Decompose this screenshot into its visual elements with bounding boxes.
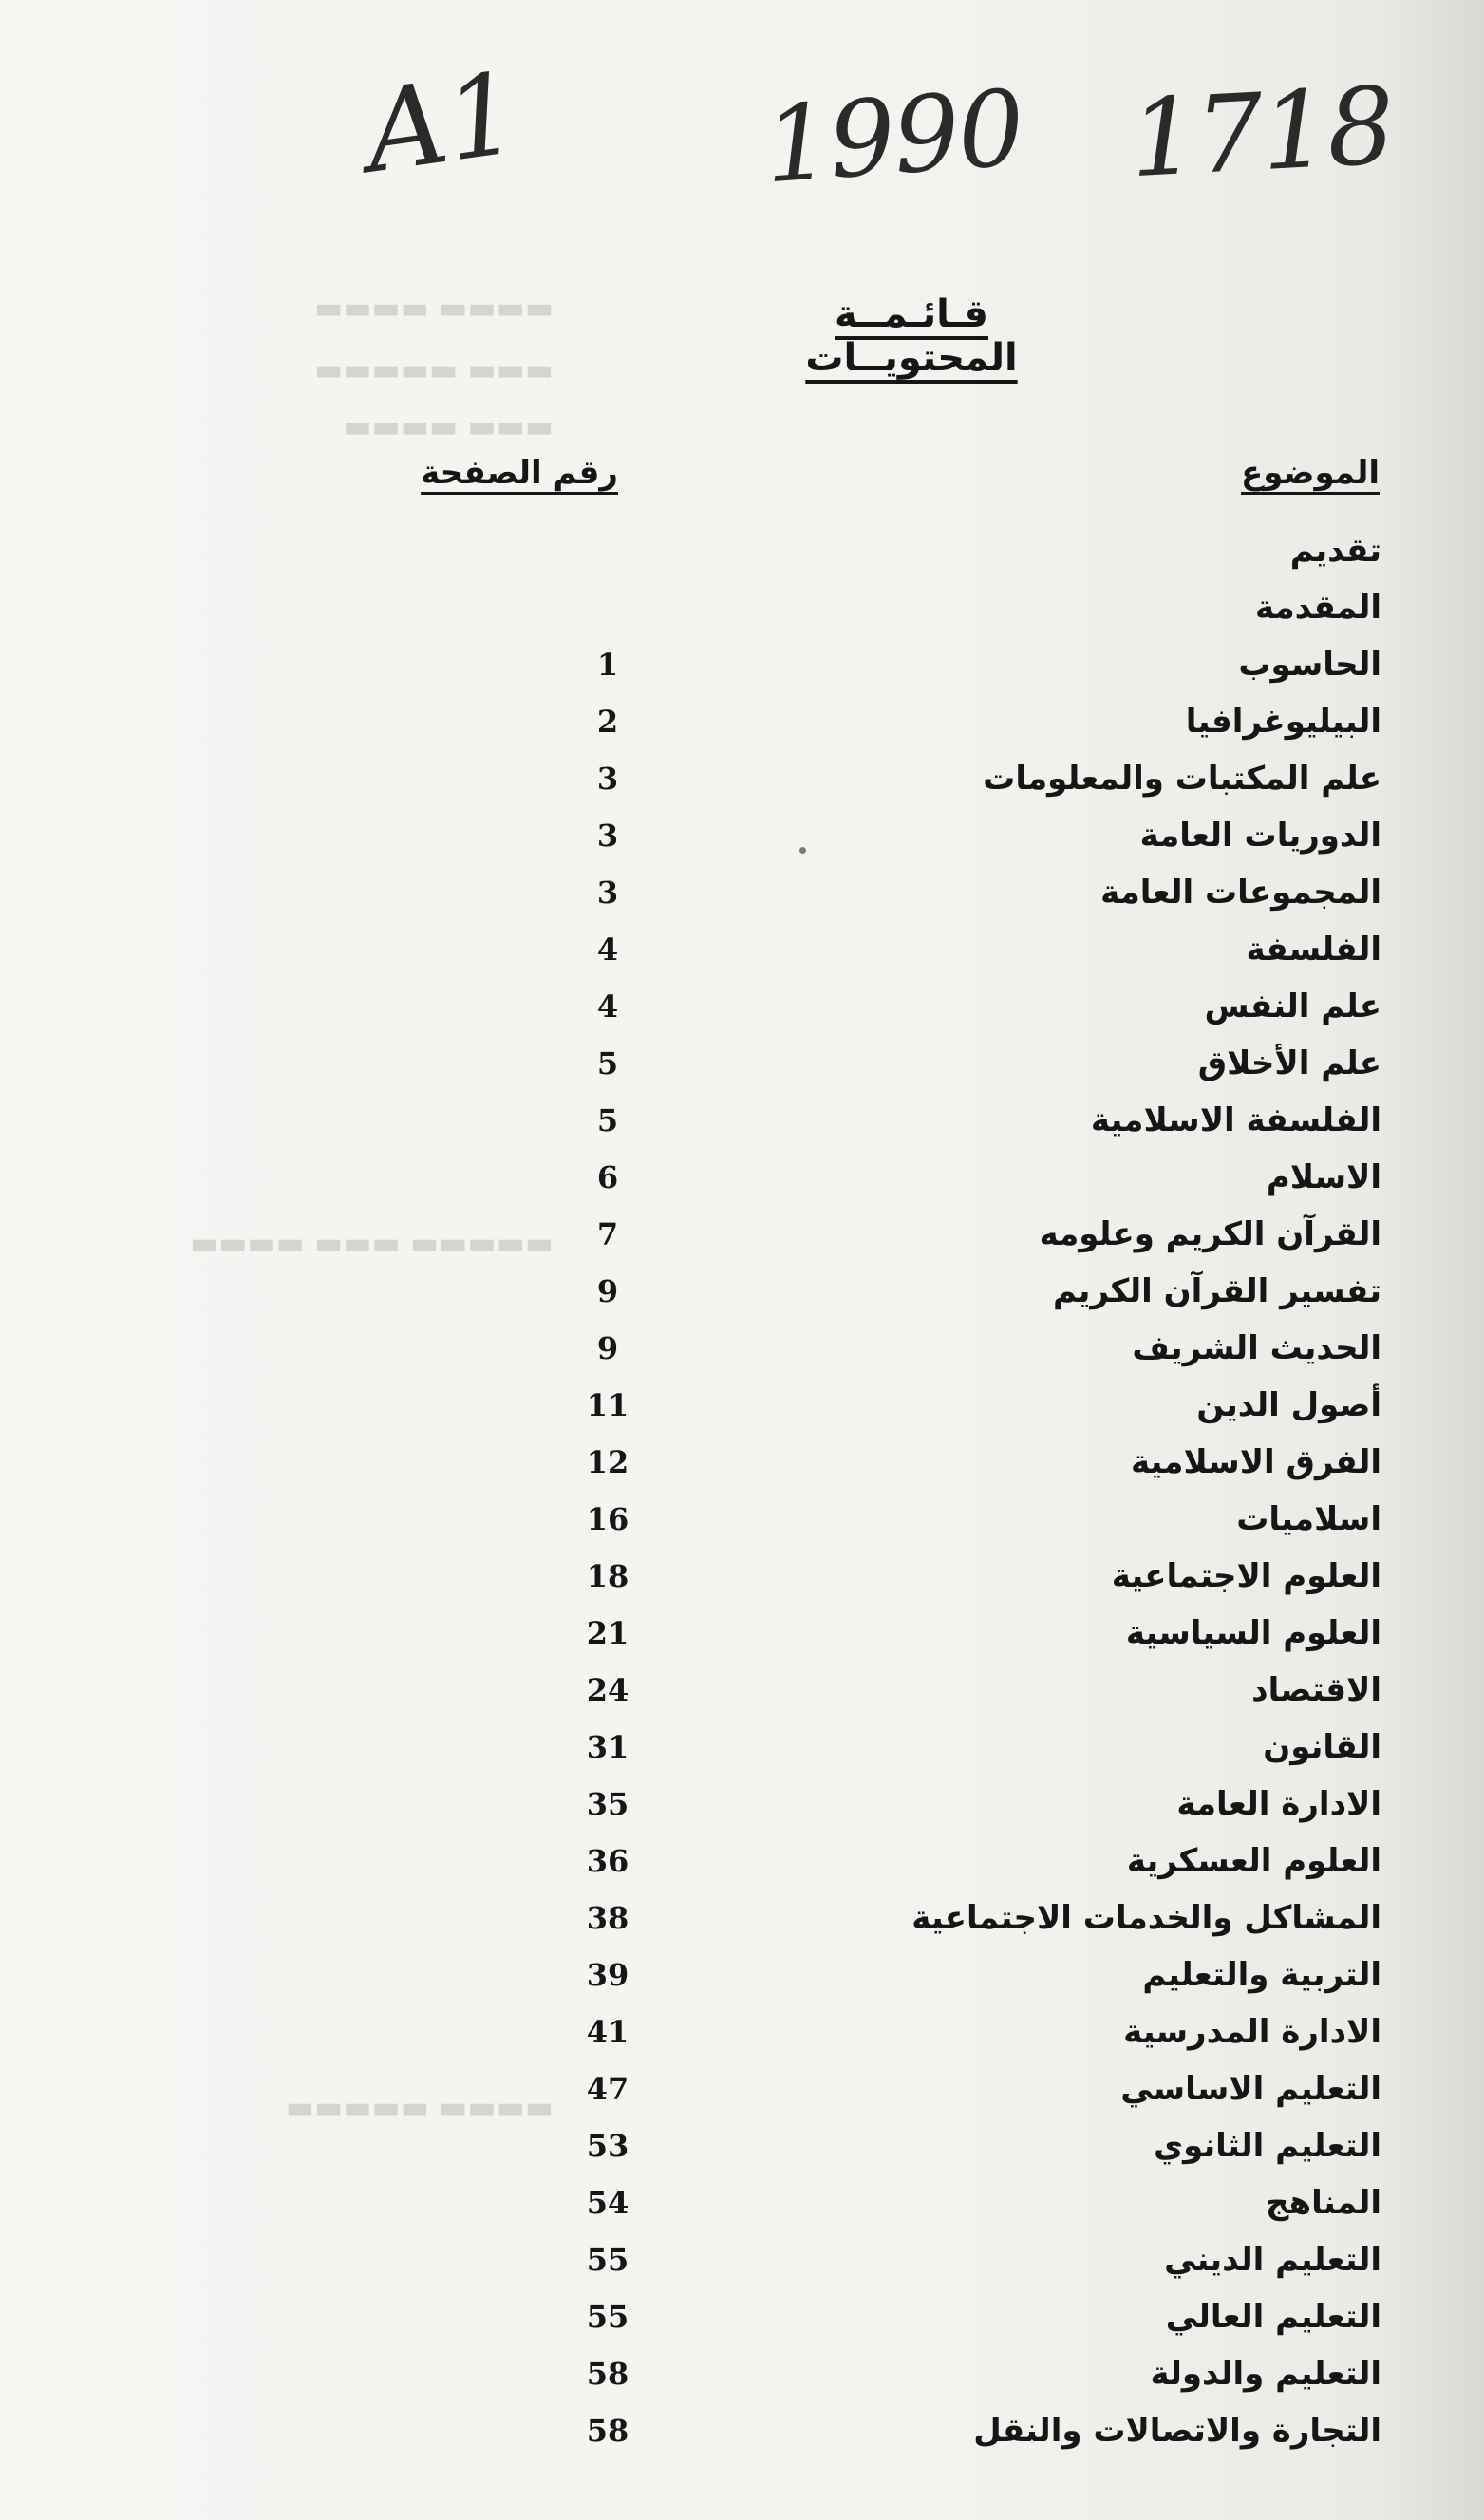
toc-row xyxy=(0,693,1484,750)
toc-row xyxy=(0,1434,1484,1491)
toc-topic: التربية والتعليم xyxy=(1142,1956,1381,1994)
toc-topic: العلوم العسكرية xyxy=(1126,1842,1381,1880)
toc-row xyxy=(0,1548,1484,1605)
toc-topic: الفلسفة الاسلامية xyxy=(1090,1101,1381,1139)
toc-topic: التعليم العالي xyxy=(1165,2298,1381,2336)
toc-topic: العلوم السياسية xyxy=(1125,1614,1381,1652)
toc-row xyxy=(0,1092,1484,1149)
toc-page-number: 7 xyxy=(596,1216,619,1252)
toc-row xyxy=(0,1149,1484,1206)
toc-page-number: 1 xyxy=(596,647,619,683)
toc-page-number: 3 xyxy=(596,818,619,854)
toc-topic: التعليم الثانوي xyxy=(1153,2127,1381,2165)
toc-row xyxy=(0,2060,1484,2117)
toc-row xyxy=(0,864,1484,921)
show-through-text: ▬▬▬▬ ▬▬▬▬▬ xyxy=(285,2089,554,2125)
toc-page-number: 5 xyxy=(596,1102,619,1138)
toc-row xyxy=(0,921,1484,978)
toc-row xyxy=(0,2288,1484,2345)
toc-row xyxy=(0,2231,1484,2288)
toc-topic: الاسلام xyxy=(1266,1158,1381,1196)
toc-topic: الفلسفة xyxy=(1246,931,1381,969)
toc-topic: علم المكتبات والمعلومات xyxy=(983,760,1381,798)
toc-row xyxy=(0,1833,1484,1890)
toc-page-number: 5 xyxy=(596,1045,619,1081)
toc-row xyxy=(0,1890,1484,1946)
toc-topic: الدوريات العامة xyxy=(1139,817,1381,855)
toc-page-number: 3 xyxy=(596,874,619,911)
toc-row xyxy=(0,2345,1484,2402)
toc-page-number: 6 xyxy=(596,1159,619,1195)
toc-page-number: 41 xyxy=(586,2014,629,2050)
toc-page-number: 47 xyxy=(586,2071,629,2107)
toc-row xyxy=(0,978,1484,1035)
show-through-text: ▬▬▬▬▬ ▬▬▬ ▬▬▬▬ xyxy=(189,1225,554,1261)
toc-row xyxy=(0,1946,1484,2003)
toc-page-number: 55 xyxy=(586,2242,629,2278)
toc-topic: المشاكل والخدمات الاجتماعية xyxy=(911,1899,1381,1937)
toc-topic: التعليم الاساسي xyxy=(1120,2070,1381,2108)
toc-row xyxy=(0,1035,1484,1092)
toc-topic: اسلاميات xyxy=(1236,1500,1381,1538)
toc-row xyxy=(0,636,1484,693)
toc-row xyxy=(0,522,1484,579)
toc-page-number: 58 xyxy=(586,2356,629,2392)
toc-topic: المجموعات العامة xyxy=(1100,874,1381,912)
topic-column-header: الموضوع xyxy=(1241,454,1380,492)
toc-page-number: 12 xyxy=(586,1444,629,1480)
toc-row xyxy=(0,1377,1484,1434)
page-column-header: رقم الصفحة xyxy=(421,454,618,492)
toc-page-number: 18 xyxy=(586,1558,629,1594)
toc-row xyxy=(0,2174,1484,2231)
toc-row xyxy=(0,2402,1484,2459)
toc-page-number: 9 xyxy=(596,1330,619,1366)
toc-page-number: 36 xyxy=(586,1843,629,1879)
toc-topic: الفرق الاسلامية xyxy=(1130,1443,1381,1481)
toc-page-number: 11 xyxy=(586,1387,629,1423)
toc-page-number: 3 xyxy=(596,761,619,797)
toc-row xyxy=(0,1491,1484,1548)
page-title: قـائـمــة المحتويــات xyxy=(805,292,1018,380)
toc-topic: العلوم الاجتماعية xyxy=(1111,1557,1381,1595)
toc-page-number: 24 xyxy=(586,1672,629,1708)
toc-topic: الادارة العامة xyxy=(1176,1785,1381,1823)
toc-topic: أصول الدين xyxy=(1196,1386,1381,1424)
toc-topic: الحاسوب xyxy=(1238,646,1381,684)
handwritten-code: A1 xyxy=(357,47,527,198)
toc-page-number: 54 xyxy=(586,2185,629,2221)
toc-page-number: 21 xyxy=(586,1615,629,1651)
toc-topic: القانون xyxy=(1263,1728,1381,1766)
toc-row xyxy=(0,1776,1484,1833)
handwritten-year: 1990 xyxy=(760,66,1027,207)
toc-row xyxy=(0,1263,1484,1320)
toc-row xyxy=(0,1719,1484,1776)
toc-topic: علم النفس xyxy=(1204,987,1381,1025)
show-through-text: ▬▬▬ ▬▬▬▬ xyxy=(343,408,554,444)
toc-topic: تقديم xyxy=(1289,532,1381,570)
toc-row xyxy=(0,1662,1484,1719)
toc-page-number: 4 xyxy=(596,931,619,968)
table-of-contents xyxy=(0,522,1484,2459)
handwritten-number: 1718 xyxy=(1126,64,1397,202)
toc-topic: الحديث الشريف xyxy=(1132,1329,1381,1367)
toc-row xyxy=(0,2003,1484,2060)
toc-row xyxy=(0,1605,1484,1662)
toc-page-number: 4 xyxy=(596,988,619,1025)
ink-speck xyxy=(799,847,806,854)
toc-page-number: 2 xyxy=(596,704,619,740)
show-through-text: ▬▬▬ ▬▬▬▬▬ xyxy=(313,351,554,387)
toc-page-number: 9 xyxy=(596,1273,619,1309)
show-through-text: ▬▬▬▬ ▬▬▬▬ xyxy=(313,290,554,326)
toc-row xyxy=(0,750,1484,807)
toc-topic: التعليم الديني xyxy=(1164,2241,1381,2279)
toc-topic: القرآن الكريم وعلومه xyxy=(1039,1215,1381,1253)
toc-page-number: 55 xyxy=(586,2299,629,2335)
toc-topic: تفسير القرآن الكريم xyxy=(1052,1272,1381,1310)
toc-topic: المناهج xyxy=(1266,2184,1381,2222)
toc-topic: الادارة المدرسية xyxy=(1123,2013,1381,2051)
toc-topic: التعليم والدولة xyxy=(1150,2355,1381,2393)
toc-row xyxy=(0,1206,1484,1263)
toc-row xyxy=(0,1320,1484,1377)
toc-page-number: 16 xyxy=(586,1501,629,1537)
toc-page-number: 53 xyxy=(586,2128,629,2164)
toc-page-number: 58 xyxy=(586,2413,629,2449)
toc-page-number: 31 xyxy=(586,1729,629,1765)
toc-row xyxy=(0,807,1484,864)
toc-topic: الاقتصاد xyxy=(1251,1671,1381,1709)
toc-row xyxy=(0,2117,1484,2174)
toc-page-number: 39 xyxy=(586,1957,629,1993)
toc-page-number: 35 xyxy=(586,1786,629,1822)
toc-topic: التجارة والاتصالات والنقل xyxy=(973,2412,1381,2450)
toc-topic: علم الأخلاق xyxy=(1197,1044,1381,1082)
toc-row xyxy=(0,579,1484,636)
toc-topic: البيليوغرافيا xyxy=(1185,703,1381,741)
toc-topic: المقدمة xyxy=(1255,589,1381,627)
toc-page-number: 38 xyxy=(586,1900,629,1936)
